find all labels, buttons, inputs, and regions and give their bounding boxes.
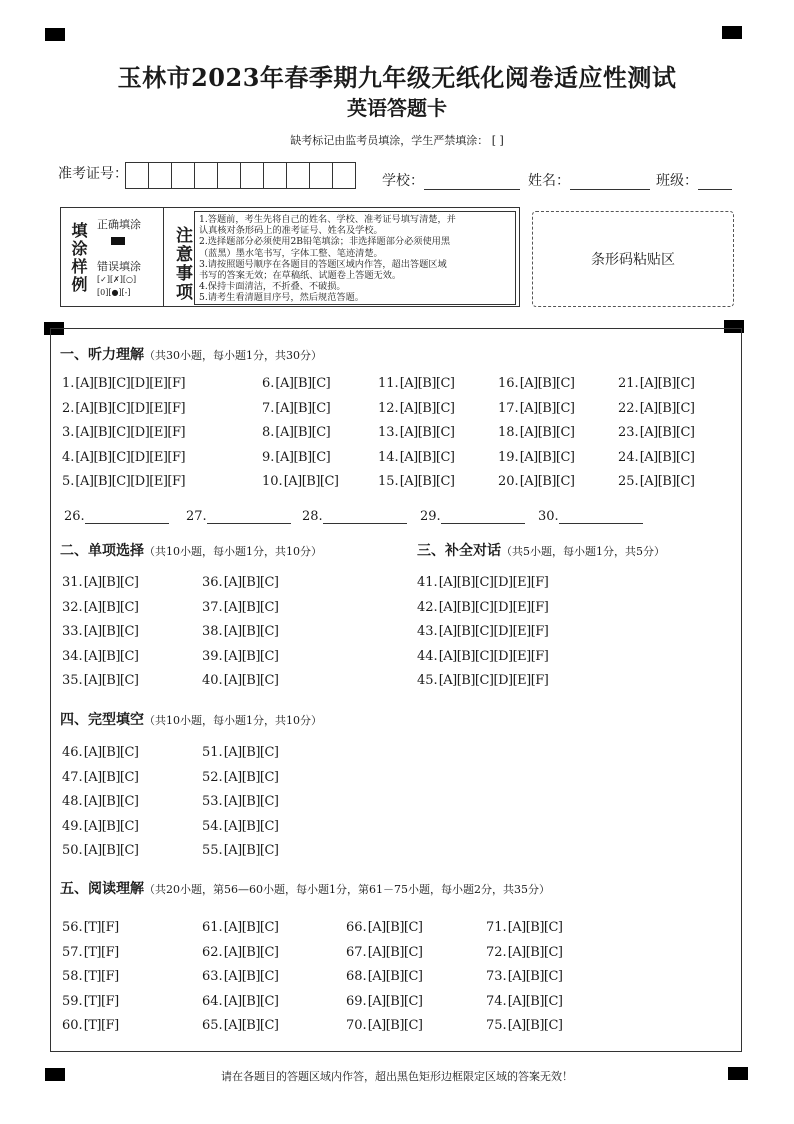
name-label: 姓名： bbox=[528, 173, 570, 189]
question-48[interactable] bbox=[62, 794, 139, 809]
fill-example-label: 填涂样例 bbox=[69, 222, 88, 294]
question-number: 48. bbox=[62, 794, 83, 809]
question-4[interactable] bbox=[62, 450, 185, 465]
answer-options[interactable]: [A][B][C] bbox=[223, 794, 279, 809]
id-digit-box[interactable] bbox=[148, 162, 172, 189]
answer-options[interactable]: [A][B][C] bbox=[223, 818, 279, 834]
registration-mark-top-right bbox=[722, 26, 742, 39]
question-67[interactable] bbox=[346, 945, 423, 960]
question-number: 32. bbox=[62, 599, 83, 615]
section-4-title: 四、完型填空 bbox=[60, 712, 144, 728]
question-56[interactable] bbox=[62, 920, 119, 935]
answer-options[interactable]: [A][B][C] bbox=[223, 599, 279, 615]
question-number: 31. bbox=[62, 575, 83, 590]
answer-options[interactable]: [A][B][C] bbox=[275, 376, 331, 391]
id-digit-box[interactable] bbox=[125, 162, 149, 189]
correct-fill-sample bbox=[111, 237, 125, 245]
question-13[interactable] bbox=[378, 425, 455, 440]
question-6[interactable] bbox=[262, 376, 330, 391]
question-42[interactable] bbox=[417, 600, 548, 615]
section-4-note: （共10小题，每小题1分，共10分） bbox=[144, 714, 322, 727]
question-number: 68. bbox=[346, 969, 367, 984]
question-number: 41. bbox=[417, 575, 438, 590]
section-2-header bbox=[60, 540, 322, 560]
question-number: 6. bbox=[262, 376, 275, 391]
question-number: 61. bbox=[202, 920, 223, 935]
question-number: 11. bbox=[378, 376, 399, 391]
answer-options[interactable]: [A][B][C] bbox=[519, 376, 575, 391]
question-number: 34. bbox=[62, 648, 83, 664]
absent-mark-note bbox=[0, 132, 794, 148]
id-digit-box[interactable] bbox=[332, 162, 356, 189]
notice-line: 3.请按照题号顺序在各题目的答题区域内作答，超出答题区域 bbox=[199, 258, 447, 270]
question-number: 52. bbox=[202, 769, 223, 785]
question-25[interactable] bbox=[618, 474, 695, 489]
question-number: 16. bbox=[498, 376, 519, 391]
question-57[interactable] bbox=[62, 945, 119, 960]
blank-number: 28. bbox=[302, 509, 323, 524]
answer-options[interactable]: [A][B][C] bbox=[223, 769, 279, 785]
question-12[interactable] bbox=[378, 401, 455, 416]
section-3-header bbox=[417, 540, 665, 560]
question-number: 59. bbox=[62, 993, 83, 1009]
question-65[interactable] bbox=[202, 1018, 279, 1033]
question-21[interactable] bbox=[618, 376, 695, 391]
question-3[interactable] bbox=[62, 425, 185, 440]
answer-options[interactable]: [A][B][C] bbox=[83, 599, 139, 615]
section-5-title: 五、阅读理解 bbox=[60, 881, 144, 897]
section-2-title: 二、单项选择 bbox=[60, 543, 144, 559]
wrong-fill-label: 错误填涂 bbox=[97, 260, 141, 273]
question-number: 72. bbox=[486, 944, 507, 960]
answer-options[interactable]: [A][B][C] bbox=[519, 400, 575, 416]
answer-options[interactable]: [A][B][C] bbox=[639, 474, 695, 489]
question-number: 43. bbox=[417, 624, 438, 639]
question-35[interactable] bbox=[62, 673, 139, 688]
answer-options[interactable]: [T][F] bbox=[83, 969, 119, 984]
question-number: 22. bbox=[618, 400, 639, 416]
blank-30[interactable] bbox=[538, 509, 643, 524]
answer-options[interactable]: [A][B][C] bbox=[223, 944, 279, 960]
answer-options[interactable]: [A][B][C] bbox=[283, 474, 339, 489]
question-2[interactable] bbox=[62, 401, 185, 416]
answer-options[interactable]: [A][B][C][D][E][F] bbox=[438, 673, 549, 688]
question-number: 36. bbox=[202, 575, 223, 590]
blank-line[interactable] bbox=[207, 509, 291, 524]
question-51[interactable] bbox=[202, 745, 279, 760]
answer-options[interactable]: [A][B][C] bbox=[399, 376, 455, 391]
id-digit-box[interactable] bbox=[286, 162, 310, 189]
answer-options[interactable]: [A][B][C] bbox=[639, 400, 695, 416]
section-1-header bbox=[60, 344, 322, 364]
question-number: 40. bbox=[202, 673, 223, 688]
answer-options[interactable]: [A][B][C] bbox=[275, 400, 331, 416]
blank-line[interactable] bbox=[559, 509, 643, 524]
question-number: 10. bbox=[262, 474, 283, 489]
blank-26[interactable] bbox=[64, 509, 169, 524]
answer-options[interactable]: [A][B][C] bbox=[507, 993, 563, 1009]
question-41[interactable] bbox=[417, 575, 548, 590]
wrong-fill-samples-2: [0][●][-] bbox=[97, 288, 131, 297]
question-72[interactable] bbox=[486, 945, 563, 960]
answer-options[interactable]: [A][B][C] bbox=[399, 474, 455, 489]
question-number: 47. bbox=[62, 769, 83, 785]
section-3-title: 三、补全对话 bbox=[417, 543, 501, 559]
question-number: 37. bbox=[202, 599, 223, 615]
question-22[interactable] bbox=[618, 401, 695, 416]
answer-options[interactable]: [A][B][C] bbox=[83, 575, 139, 590]
question-number: 46. bbox=[62, 745, 83, 760]
answer-options[interactable]: [A][B][C] bbox=[223, 993, 279, 1009]
answer-options[interactable]: [T][F] bbox=[83, 1018, 119, 1033]
question-number: 69. bbox=[346, 993, 367, 1009]
question-number: 74. bbox=[486, 993, 507, 1009]
question-number: 8. bbox=[262, 425, 275, 440]
exam-id-label: 准考证号： bbox=[58, 166, 128, 182]
question-number: 39. bbox=[202, 648, 223, 664]
answer-options[interactable]: [A][B][C] bbox=[507, 1018, 563, 1033]
section-5-note: （共20小题，第56—60小题，每小题1分，第61－75小题，每小题2分，共35分） bbox=[144, 883, 550, 896]
question-number: 21. bbox=[618, 376, 639, 391]
barcode-label: 条形码粘贴区 bbox=[591, 252, 675, 268]
answer-options[interactable]: [A][B][C][D][E][F] bbox=[75, 400, 186, 416]
question-number: 58. bbox=[62, 969, 83, 984]
answer-options[interactable]: [A][B][C] bbox=[399, 449, 455, 465]
answer-options[interactable]: [A][B][C] bbox=[83, 843, 139, 858]
id-digit-box[interactable] bbox=[217, 162, 241, 189]
question-73[interactable] bbox=[486, 969, 563, 984]
question-39[interactable] bbox=[202, 649, 279, 664]
question-36[interactable] bbox=[202, 575, 279, 590]
question-37[interactable] bbox=[202, 600, 279, 615]
answer-options[interactable]: [A][B][C] bbox=[223, 624, 279, 639]
question-number: 17. bbox=[498, 400, 519, 416]
question-number: 60. bbox=[62, 1018, 83, 1033]
question-32[interactable] bbox=[62, 600, 139, 615]
question-71[interactable] bbox=[486, 920, 563, 935]
notice-line: 5.请考生看清题目序号，然后规范答题。 bbox=[199, 292, 364, 304]
blank-number: 29. bbox=[420, 509, 441, 524]
school-line[interactable] bbox=[424, 175, 520, 190]
blank-28[interactable] bbox=[302, 509, 407, 524]
question-61[interactable] bbox=[202, 920, 279, 935]
fill-example-box bbox=[60, 207, 164, 307]
answer-options[interactable]: [A][B][C] bbox=[367, 1018, 423, 1033]
question-number: 51. bbox=[202, 745, 223, 760]
question-54[interactable] bbox=[202, 819, 279, 834]
question-number: 24. bbox=[618, 449, 639, 465]
answer-options[interactable]: [A][B][C] bbox=[275, 449, 331, 465]
question-15[interactable] bbox=[378, 474, 455, 489]
question-number: 70. bbox=[346, 1018, 367, 1033]
question-44[interactable] bbox=[417, 649, 548, 664]
section-1-title: 一、听力理解 bbox=[60, 347, 144, 363]
answer-options[interactable]: [A][B][C] bbox=[223, 843, 279, 858]
answer-options[interactable]: [A][B][C] bbox=[507, 969, 563, 984]
answer-options[interactable]: [A][B][C] bbox=[507, 920, 563, 935]
answer-options[interactable]: [T][F] bbox=[83, 920, 119, 935]
id-digit-box[interactable] bbox=[240, 162, 264, 189]
question-10[interactable] bbox=[262, 474, 339, 489]
question-8[interactable] bbox=[262, 425, 330, 440]
page-title: 玉林市2023年春季期九年级无纸化阅卷适应性测试 bbox=[117, 63, 677, 92]
blank-number: 30. bbox=[538, 509, 559, 524]
question-31[interactable] bbox=[62, 575, 139, 590]
id-digit-box[interactable] bbox=[194, 162, 218, 189]
blank-line[interactable] bbox=[441, 509, 525, 524]
question-number: 63. bbox=[202, 969, 223, 984]
question-11[interactable] bbox=[378, 376, 455, 391]
answer-options[interactable]: [A][B][C] bbox=[223, 1018, 279, 1033]
question-number: 20. bbox=[498, 474, 519, 489]
question-52[interactable] bbox=[202, 770, 279, 785]
answer-options[interactable]: [A][B][C][D][E][F] bbox=[438, 599, 549, 615]
question-75[interactable] bbox=[486, 1018, 563, 1033]
question-number: 62. bbox=[202, 944, 223, 960]
question-number: 33. bbox=[62, 624, 83, 639]
question-1[interactable] bbox=[62, 376, 185, 391]
question-17[interactable] bbox=[498, 401, 575, 416]
notice-line: 4.保持卡面清洁，不折叠、不破损。 bbox=[199, 281, 346, 293]
page-subtitle: 英语答题卡 bbox=[347, 96, 447, 120]
footer-warning: 请在各题目的答题区域内作答，超出黑色矩形边框限定区域的答案无效！ bbox=[221, 1070, 573, 1083]
id-digit-box[interactable] bbox=[263, 162, 287, 189]
question-number: 5. bbox=[62, 474, 75, 489]
section-5-header bbox=[60, 878, 550, 898]
question-number: 73. bbox=[486, 969, 507, 984]
question-number: 13. bbox=[378, 425, 399, 440]
section-1-note: （共30小题，每小题1分，共30分） bbox=[144, 349, 322, 362]
answer-options[interactable]: [A][B][C] bbox=[367, 993, 423, 1009]
blank-line[interactable] bbox=[85, 509, 169, 524]
notice-label: 注意事项 bbox=[172, 226, 192, 302]
answer-options[interactable]: [A][B][C] bbox=[367, 969, 423, 984]
question-50[interactable] bbox=[62, 843, 139, 858]
question-74[interactable] bbox=[486, 994, 563, 1009]
question-number: 18. bbox=[498, 425, 519, 440]
question-number: 35. bbox=[62, 673, 83, 688]
section-3-note: （共5小题，每小题1分，共5分） bbox=[501, 545, 665, 558]
question-46[interactable] bbox=[62, 745, 139, 760]
answer-options[interactable]: [A][B][C][D][E][F] bbox=[75, 474, 186, 489]
question-number: 12. bbox=[378, 400, 399, 416]
answer-options[interactable]: [A][B][C] bbox=[83, 794, 139, 809]
question-49[interactable] bbox=[62, 819, 139, 834]
question-33[interactable] bbox=[62, 624, 139, 639]
answer-options[interactable]: [A][B][C] bbox=[83, 818, 139, 834]
question-24[interactable] bbox=[618, 450, 695, 465]
question-47[interactable] bbox=[62, 770, 139, 785]
blank-27[interactable] bbox=[186, 509, 291, 524]
notice-line: 2.选择题部分必须使用2B铅笔填涂；非选择题部分必须使用黑 bbox=[199, 236, 451, 248]
question-43[interactable] bbox=[417, 624, 548, 639]
question-number: 71. bbox=[486, 920, 507, 935]
question-number: 15. bbox=[378, 474, 399, 489]
answer-options[interactable]: [A][B][C] bbox=[519, 474, 575, 489]
answer-options[interactable]: [A][B][C] bbox=[275, 425, 331, 440]
answer-options[interactable]: [A][B][C] bbox=[83, 769, 139, 785]
answer-options[interactable]: [A][B][C] bbox=[507, 944, 563, 960]
notice-lines bbox=[195, 212, 515, 306]
id-digit-box[interactable] bbox=[171, 162, 195, 189]
notice-inner-box bbox=[194, 211, 516, 305]
question-70[interactable] bbox=[346, 1018, 423, 1033]
question-number: 2. bbox=[62, 400, 75, 416]
question-number: 3. bbox=[62, 425, 75, 440]
question-34[interactable] bbox=[62, 649, 139, 664]
answer-options[interactable]: [A][B][C][D][E][F] bbox=[438, 648, 549, 664]
question-number: 9. bbox=[262, 449, 275, 465]
barcode-area[interactable] bbox=[532, 211, 734, 307]
answer-options[interactable]: [A][B][C] bbox=[639, 376, 695, 391]
question-number: 23. bbox=[618, 425, 639, 440]
question-number: 25. bbox=[618, 474, 639, 489]
question-number: 66. bbox=[346, 920, 367, 935]
question-66[interactable] bbox=[346, 920, 423, 935]
answer-options[interactable]: [A][B][C][D][E][F] bbox=[75, 449, 186, 465]
question-20[interactable] bbox=[498, 474, 575, 489]
question-number: 42. bbox=[417, 599, 438, 615]
blank-number: 26. bbox=[64, 509, 85, 524]
question-number: 67. bbox=[346, 944, 367, 960]
question-18[interactable] bbox=[498, 425, 575, 440]
absent-note-text: 缺考标记由监考员填涂，学生严禁填涂： bbox=[290, 134, 489, 147]
question-64[interactable] bbox=[202, 994, 279, 1009]
question-number: 57. bbox=[62, 944, 83, 960]
question-45[interactable] bbox=[417, 673, 548, 688]
question-16[interactable] bbox=[498, 376, 575, 391]
question-number: 55. bbox=[202, 843, 223, 858]
question-number: 38. bbox=[202, 624, 223, 639]
question-53[interactable] bbox=[202, 794, 279, 809]
correct-fill-label: 正确填涂 bbox=[97, 218, 141, 231]
answer-options[interactable]: [A][B][C] bbox=[83, 648, 139, 664]
school-field[interactable] bbox=[382, 170, 520, 190]
question-69[interactable] bbox=[346, 994, 423, 1009]
question-number: 64. bbox=[202, 993, 223, 1009]
question-7[interactable] bbox=[262, 401, 330, 416]
section-2-note: （共10小题，每小题1分，共10分） bbox=[144, 545, 322, 558]
answer-options[interactable]: [A][B][C][D][E][F] bbox=[438, 624, 549, 639]
answer-options[interactable]: [A][B][C] bbox=[223, 969, 279, 984]
question-5[interactable] bbox=[62, 474, 185, 489]
notice-line: 认真核对条形码上的准考证号、姓名及学校。 bbox=[199, 225, 383, 237]
section-4-header bbox=[60, 709, 322, 729]
question-14[interactable] bbox=[378, 450, 455, 465]
question-number: 1. bbox=[62, 376, 75, 391]
blank-number: 27. bbox=[186, 509, 207, 524]
answer-options[interactable]: [T][F] bbox=[83, 944, 119, 960]
question-40[interactable] bbox=[202, 673, 279, 688]
question-number: 56. bbox=[62, 920, 83, 935]
answer-options[interactable]: [T][F] bbox=[83, 993, 119, 1009]
question-number: 14. bbox=[378, 449, 399, 465]
question-number: 7. bbox=[262, 400, 275, 416]
answer-options[interactable]: [A][B][C] bbox=[399, 400, 455, 416]
name-line[interactable] bbox=[570, 175, 650, 190]
absent-mark-box[interactable]: [ ] bbox=[491, 134, 504, 147]
notice-line: 1.答题前，考生先将自己的姓名、学校、准考证号填写清楚，并 bbox=[199, 214, 456, 225]
answer-options[interactable]: [A][B][C] bbox=[223, 920, 279, 935]
answer-options[interactable]: [A][B][C] bbox=[519, 449, 575, 465]
question-9[interactable] bbox=[262, 450, 330, 465]
exam-id-boxes[interactable] bbox=[126, 162, 356, 189]
question-60[interactable] bbox=[62, 1018, 119, 1033]
registration-mark-top-left bbox=[45, 28, 65, 41]
question-number: 45. bbox=[417, 673, 438, 688]
answer-options[interactable]: [A][B][C] bbox=[223, 648, 279, 664]
question-number: 53. bbox=[202, 794, 223, 809]
question-number: 4. bbox=[62, 449, 75, 465]
question-68[interactable] bbox=[346, 969, 423, 984]
question-38[interactable] bbox=[202, 624, 279, 639]
blank-29[interactable] bbox=[420, 509, 525, 524]
answer-options[interactable]: [A][B][C][D][E][F] bbox=[438, 575, 549, 590]
class-line[interactable] bbox=[698, 175, 732, 190]
question-number: 44. bbox=[417, 648, 438, 664]
id-digit-box[interactable] bbox=[309, 162, 333, 189]
notice-box bbox=[163, 207, 520, 307]
answer-options[interactable]: [A][B][C] bbox=[83, 745, 139, 760]
question-55[interactable] bbox=[202, 843, 279, 858]
question-number: 50. bbox=[62, 843, 83, 858]
answer-options[interactable]: [A][B][C] bbox=[223, 745, 279, 760]
class-label: 班级： bbox=[656, 173, 698, 189]
question-59[interactable] bbox=[62, 994, 119, 1009]
answer-options[interactable]: [A][B][C] bbox=[223, 575, 279, 590]
answer-options[interactable]: [A][B][C] bbox=[83, 624, 139, 639]
school-label: 学校： bbox=[382, 173, 424, 189]
answer-options[interactable]: [A][B][C] bbox=[639, 449, 695, 465]
answer-options[interactable]: [A][B][C][D][E][F] bbox=[75, 425, 186, 440]
question-number: 19. bbox=[498, 449, 519, 465]
question-62[interactable] bbox=[202, 945, 279, 960]
question-23[interactable] bbox=[618, 425, 695, 440]
question-number: 65. bbox=[202, 1018, 223, 1033]
answer-options[interactable]: [A][B][C] bbox=[223, 673, 279, 688]
answer-options[interactable]: [A][B][C] bbox=[367, 920, 423, 935]
question-19[interactable] bbox=[498, 450, 575, 465]
answer-options[interactable]: [A][B][C] bbox=[519, 425, 575, 440]
question-number: 54. bbox=[202, 818, 223, 834]
answer-options[interactable]: [A][B][C] bbox=[83, 673, 139, 688]
question-63[interactable] bbox=[202, 969, 279, 984]
notice-line: 书写的答案无效；在草稿纸、试题卷上答题无效。 bbox=[199, 270, 402, 282]
answer-options[interactable]: [A][B][C][D][E][F] bbox=[75, 376, 186, 391]
notice-line: （蓝黑）墨水笔书写，字体工整、笔迹清楚。 bbox=[199, 247, 383, 259]
wrong-fill-samples-1: [✓][✗][○] bbox=[97, 275, 137, 284]
answer-options[interactable]: [A][B][C] bbox=[399, 425, 455, 440]
question-58[interactable] bbox=[62, 969, 119, 984]
blank-line[interactable] bbox=[323, 509, 407, 524]
class-field[interactable] bbox=[656, 170, 732, 190]
answer-options[interactable]: [A][B][C] bbox=[367, 944, 423, 960]
question-number: 49. bbox=[62, 818, 83, 834]
question-number: 75. bbox=[486, 1018, 507, 1033]
name-field[interactable] bbox=[528, 170, 650, 190]
answer-options[interactable]: [A][B][C] bbox=[639, 425, 695, 440]
